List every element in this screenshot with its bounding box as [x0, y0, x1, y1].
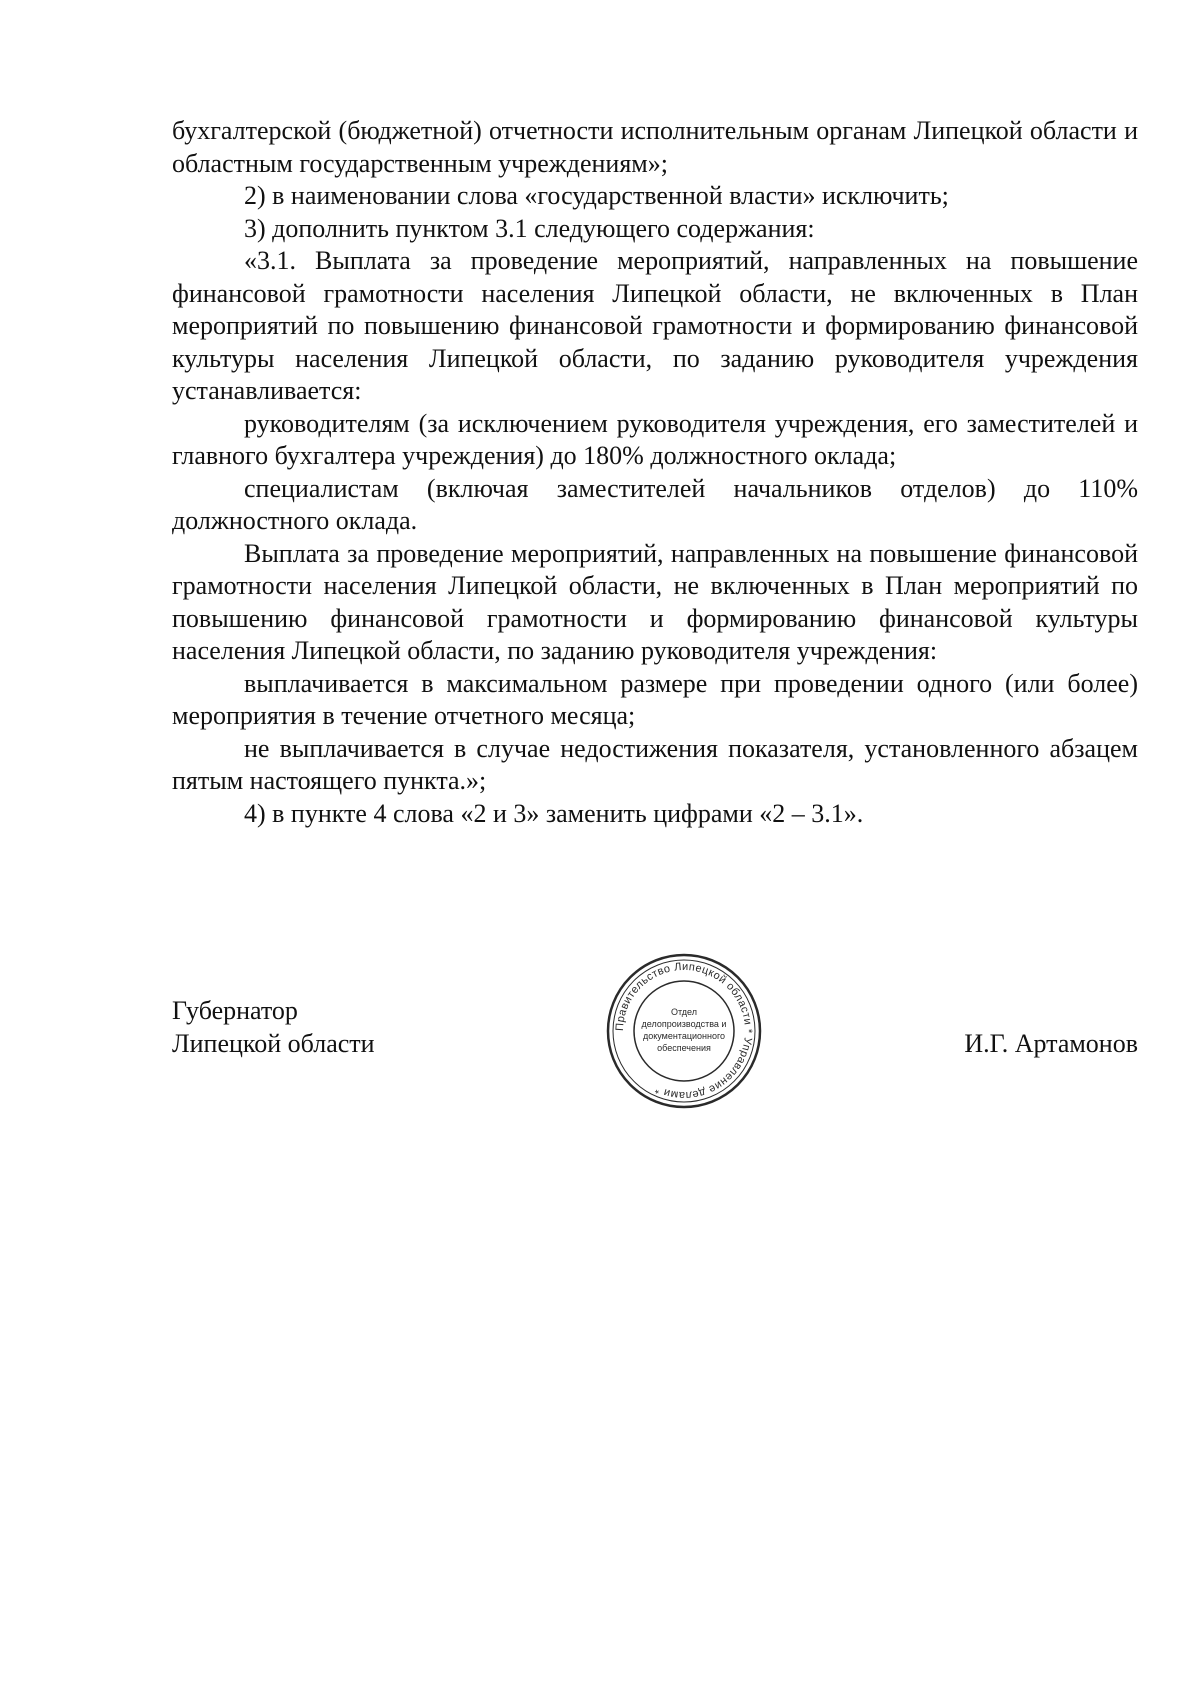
- official-seal-stamp: [605, 952, 763, 1110]
- signer-title: Губернатор: [172, 996, 298, 1025]
- paragraph-item-2: 2) в наименовании слова «государственной власти» исключить;: [244, 181, 949, 210]
- paragraph-specialists: специалистам (включая заместителей начальников отделов) до 110% должностного оклада.: [172, 473, 1138, 535]
- paragraph-payment-conditions: Выплата за проведение мероприятий, направленных на повышение финансовой грамотности населения Липецкой области, не включенных в План мероприятий по повышению финансовой грамотности и формированию финансовой культуры населения Липецкой области, по заданию руководителя учреждения:: [172, 538, 1138, 665]
- signature-position: [172, 995, 375, 1060]
- svg-text:Правительство Липецкой области: Правительство Липецкой области * Управление делами *: [613, 960, 755, 1102]
- svg-text:делопроизводства и: делопроизводства и: [641, 1019, 727, 1029]
- svg-text:обеспечения: обеспечения: [657, 1043, 711, 1053]
- paragraph-item-4: 4) в пункте 4 слова «2 и 3» заменить цифрами «2 – 3.1».: [244, 798, 864, 828]
- signer-region: Липецкой области: [172, 1028, 375, 1058]
- svg-text:Отдел: Отдел: [670, 1007, 698, 1017]
- paragraph-item-3: 3) дополнить пунктом 3.1 следующего содержания:: [244, 213, 815, 243]
- paragraph-max-payment: выплачивается в максимальном размере при проведении одного (или более) мероприятия в течение отчетного месяца;: [172, 668, 1138, 730]
- paragraph-continuation: бухгалтерской (бюджетной) отчетности исполнительным органам Липецкой области и областным государственным учреждениям»;: [172, 116, 1138, 178]
- paragraph-clause-3-1: «3.1. Выплата за проведение мероприятий, направленных на повышение финансовой грамотности населения Липецкой области, не включенных в План мероприятий по повышению финансовой грамотности и формированию финансовой культуры населения Липецкой области, по заданию руководителя учреждения устанавливается:: [172, 246, 1138, 405]
- paragraph-managers: руководителям (за исключением руководителя учреждения, его заместителей и главного бухгалтера учреждения) до 180% должностного оклада;: [172, 408, 1138, 470]
- document-body: [172, 115, 1138, 830]
- paragraph-no-payment: не выплачивается в случае недостижения показателя, установленного абзацем пятым настоящего пункта.»;: [172, 733, 1138, 795]
- svg-text:документационного: документационного: [642, 1031, 726, 1041]
- signer-name: И.Г. Артамонов: [964, 1029, 1138, 1058]
